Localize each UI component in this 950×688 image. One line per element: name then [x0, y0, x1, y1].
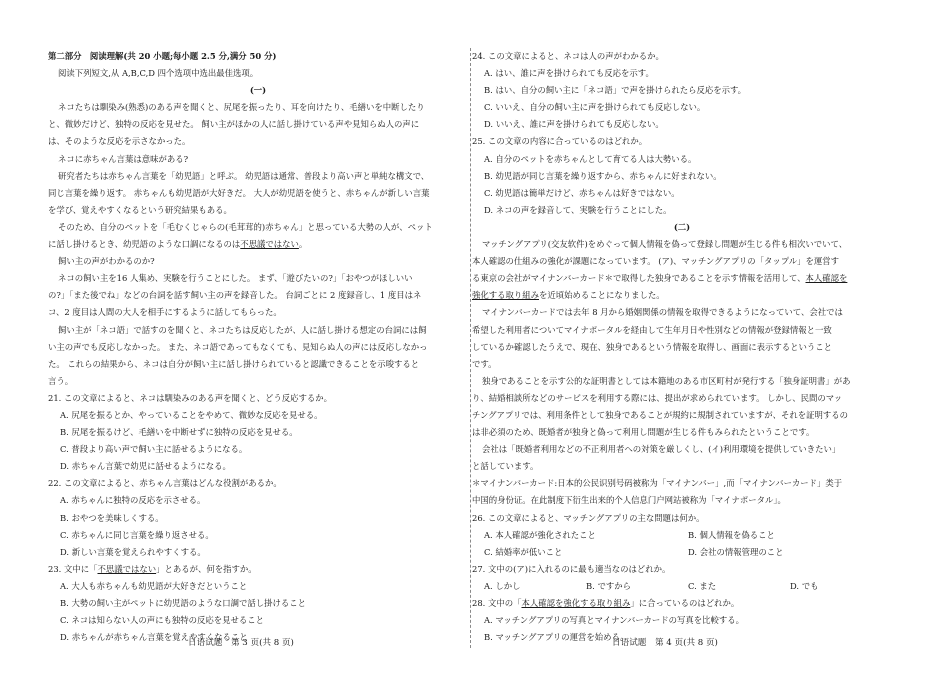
option-row: [472, 578, 892, 595]
option-a: A. はい、誰に声を掛けられても反応を示す。: [484, 68, 654, 79]
footnote-line: 中国的身份证。在此制度下衍生出来的个人信息门户网站被称为「マイナポータル」。: [472, 495, 786, 506]
option-c: C. ネコは知らない人の声にも独特の反応を見せること: [60, 615, 265, 626]
option-c: C. また: [688, 580, 717, 591]
option-b: B. 尻尾を振るけど、毛繕いを中断せずに独特の反応を見せる。: [60, 427, 298, 438]
passage-heading-2: (二): [673, 221, 691, 232]
passage-line: り、結婚相談所などのサービスを利用する際には、提出が求められています。 しかし、民間のマッ: [472, 392, 843, 403]
passage-line: い主の声でも反応しなかった。 また、ネコ語であってもなくても、見知らぬ人の声には反応しなかっ: [48, 341, 428, 352]
right-page-footer: 日语试题 第 4 页(共 8 页): [612, 638, 718, 648]
passage-line: ネコの飼い主を16 人集め、実験を行うことにした。 まず、「遊びたいの?」「おやつがほしいい: [58, 273, 413, 284]
question-21: [48, 390, 468, 475]
option-a: A. 自分のペットを赤ちゃんとして育てる人は大勢いる。: [484, 153, 697, 164]
passage-line: マッチングアプリ(交友软件)をめぐって個人情報を偽って登録し問題が生じる件も相次いでいて、: [482, 239, 848, 250]
stem-text: 」に合っているのはどれか。: [630, 598, 740, 608]
passage-line: 本人確認の仕組みの強化が課題になっています。 (ア)、マッチングアプリの「タップル」を運営す: [472, 256, 840, 267]
question-stem: [472, 595, 892, 612]
option-a: A. 大人も赤ちゃんも幼児語が大好きだということ: [60, 580, 248, 591]
question-stem: 24. この文章によると、ネコは人の声がわかるか。: [472, 51, 664, 61]
option-b: B. はい、自分の飼い主に「ネコ語」で声を掛けられたら反応を示す。: [484, 85, 747, 96]
instruction: 阅读下列短文,从 A,B,C,D 四个选项中选出最佳选项。: [58, 68, 259, 79]
passage-line-underlined: [472, 287, 892, 304]
underlined-phrase: 不思議ではない: [240, 239, 299, 250]
question-22: [48, 475, 468, 560]
section-title: 第二部分 阅读理解(共 20 小题;每小题 2.5 分,满分 50 分): [48, 51, 277, 61]
option-c: C. 赤ちゃんに同じ言葉を繰り返させる。: [60, 529, 214, 540]
option-d: D. 新しい言葉を覚えられやすくする。: [60, 546, 206, 557]
passage-1-part-1: [48, 99, 468, 219]
passage-line: 独身であることを示す公的な証明書としては本籍地のある市区町村が発行する「独身証明書」があ: [482, 375, 851, 386]
option-d: D. 赤ちゃん言葉で幼児に話せるようになる。: [60, 461, 231, 472]
option-a: A. 本人確認が強化されたこと: [484, 529, 596, 540]
passage-line: マイナンバーカードでは去年 8 月から婚姻関係の情報を取得できるようになっていて、会社では: [482, 307, 843, 318]
passage-line: と、微妙だけど、独特の反応を見せた。 飼い主がほかの人に話し掛けている声や見知らぬ人の声に: [48, 119, 420, 130]
question-27: [472, 561, 892, 595]
option-a: A. 赤ちゃんに独特の反応を示させる。: [60, 495, 206, 506]
passage-text: を近頃始めることになりました。: [539, 290, 665, 301]
passage-line-underlined: [48, 236, 468, 253]
page-divider: [470, 48, 471, 648]
passage-line: チングアプリでは、利用条件として独身であることが規約に規制されていますが、それを証明するの: [472, 409, 848, 420]
option-a: A. 尻尾を振るとか、やっていることをやめて、微妙な反応を見せる。: [60, 409, 323, 420]
question-stem: 25. この文章の内容に合っているのはどれか。: [472, 136, 648, 147]
passage-2-body: [472, 304, 892, 509]
passage-line: 希望した利用者についてマイナポータルを経由して生年月日や性別などの情報が登録情報と一致: [472, 324, 832, 335]
option-row: [472, 527, 892, 544]
question-stem: 27. 文中の(ア)に入れるのに最も適当なのはどれか。: [472, 563, 671, 574]
passage-line: 飼い主の声がわかるのか?: [58, 256, 155, 267]
left-page-footer: 日语试题 第 3 页(共 8 页): [188, 638, 294, 648]
option-b: B. 大勢の飼い主がペットに幼児語のような口調で話し掛けること: [60, 598, 306, 608]
stem-text: 28. 文中の「: [472, 598, 522, 608]
passage-line: 言う。: [48, 375, 74, 386]
passage-line: ネコに赤ちゃん言葉は意味がある?: [58, 153, 189, 164]
passage-line: です。: [472, 358, 497, 369]
underlined-phrase: 強化する取り組み: [472, 290, 539, 301]
left-page-column: [48, 48, 468, 646]
option-row: [472, 544, 892, 561]
passage-line: を学び、覚えやすくなるという研究結果もある。: [48, 204, 232, 215]
passage-line: ネコたちは馴染み(熟悉)のある声を聞くと、尻尾を振ったり、耳を向けたり、毛繕いを中断したり: [58, 102, 425, 113]
option-b: B. 個人情報を偽ること: [688, 529, 775, 540]
option-a: A. マッチングアプリの写真とマイナンバーカードの写真を比較する。: [484, 615, 745, 626]
stem-text: 23. 文中に「: [48, 563, 98, 574]
passage-line: 研究者たちは赤ちゃん言葉を「幼児語」と呼ぶ。 幼児語は通常、普段より高い声と単純な構文で、: [58, 170, 430, 181]
option-b: B. ですから: [586, 580, 631, 591]
underlined-phrase: 不思議ではない: [97, 563, 157, 574]
option-d: D. でも: [790, 580, 819, 591]
option-d: D. 会社の情報管理のこと: [688, 546, 784, 557]
passage-line: 会社は「既婚者利用などの不正利用者への対策を厳しくし、(イ)利用環境を提供していきたい」: [482, 444, 841, 455]
option-c: C. 結婚率が低いこと: [484, 546, 563, 557]
passage-line: た。 これらの結果から、ネコは自分が飼い主に話し掛けられていると認識できることを示唆すると: [48, 358, 420, 369]
option-b: B. 幼児語が同じ言葉を繰り返すから、赤ちゃんに好まれない。: [484, 170, 722, 181]
option-b: B. マッチングアプリの運営を始める。: [484, 632, 629, 643]
option-c: C. いいえ、自分の飼い主に声を掛けられても反応しない。: [484, 102, 706, 113]
passage-line: 飼い主が「ネコ語」で話すのを聞くと、ネコたちは反応したが、人に話し掛ける想定の台詞には飼: [58, 324, 427, 335]
question-26: [472, 510, 892, 561]
passage-text: に話し掛けるとき、幼児語のような口調になるのは: [48, 239, 241, 250]
passage-text: 。: [298, 239, 308, 250]
passage-line: の?」「また後でね」などの台詞を話す飼い主の声を録音した。 台詞ごとに 2 度録音し、1 度目はネ: [48, 290, 422, 301]
question-24: [472, 48, 892, 133]
passage-line: と話しています。: [472, 461, 539, 472]
passage-line-underlined: [472, 270, 892, 287]
passage-line: そのため、自分のペットを「毛むくじゃらの(毛茸茸的)赤ちゃん」と思っている大勢の人が、ペット: [58, 221, 433, 232]
passage-line: 同じ言葉を繰り返す。 赤ちゃんも幼児語が大好きだ。 大人が幼児語を使うと、赤ちゃんが新しい言葉: [48, 187, 430, 198]
passage-line: は、そのような反応を示さなかった。: [48, 136, 191, 147]
question-23: [48, 561, 468, 646]
option-a: A. しかし: [484, 580, 521, 591]
passage-text: る東京の会社がマイナンバーカード＊で取得した独身であることを示す情報を活用して、: [472, 273, 806, 284]
passage-heading-1: (一): [249, 85, 267, 96]
option-c: C. 普段より高い声で飼い主に話せるようになる。: [60, 444, 248, 455]
stem-text: 」とあるが、何を指すか。: [156, 563, 257, 574]
right-page-column: [472, 48, 892, 646]
question-stem: 26. この文章によると、マッチングアプリの主な問題は何か。: [472, 512, 705, 523]
question-stem: [48, 561, 468, 578]
passage-line: は非必須のため、既婚者が独身と偽って利用し問題が生じる件もみられたということです。: [472, 427, 815, 438]
passage-line: コ、2 度目は人間の大人を相手にするように話してもらった。: [48, 307, 282, 318]
footnote-line: ＊マイナンバーカード:日本的公民识别号码被称为「マイナンバー」,而「マイナンバーカード」类于: [472, 478, 843, 489]
underlined-phrase: 本人確認を: [805, 273, 848, 284]
passage-1-part-2: [48, 253, 468, 390]
option-d: D. ネコの声を録音して、実験を行うことにした。: [484, 204, 672, 215]
question-stem: 21. この文章によると、ネコは馴染みのある声を聞くと、どう反応するか。: [48, 392, 332, 403]
option-d: D. いいえ、誰に声を掛けられても反応しない。: [484, 119, 664, 130]
question-stem: 22. この文章によると、赤ちゃん言葉はどんな役割があるか。: [48, 478, 282, 489]
passage-line: しているか確認したうえで、現在、独身であるという情報を取得し、画面に表示するということ: [472, 341, 832, 352]
option-c: C. 幼児語は簡単だけど、赤ちゃんは好きではない。: [484, 187, 680, 198]
option-d: D. 赤ちゃんが赤ちゃん言葉を覚えやすくなること: [60, 632, 248, 643]
option-b: B. おやつを美味しくする。: [60, 512, 164, 523]
underlined-phrase: 本人確認を強化する取り組み: [521, 598, 631, 608]
question-25: [472, 133, 892, 218]
